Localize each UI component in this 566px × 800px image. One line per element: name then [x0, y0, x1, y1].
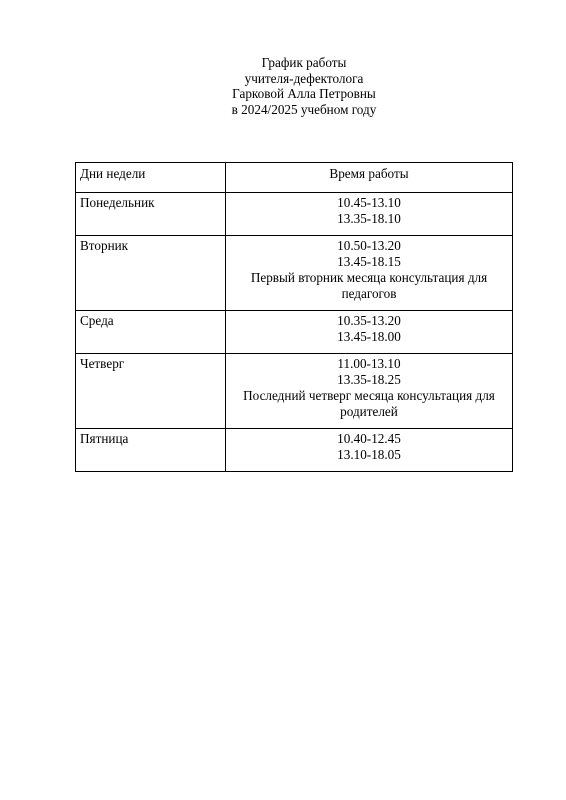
time-line: 11.00-13.10	[337, 356, 401, 371]
schedule-table	[75, 162, 513, 472]
day-cell: Понедельник	[76, 193, 226, 236]
time-line: 13.35-18.25	[337, 372, 401, 387]
title-line-1: График работы	[261, 55, 347, 70]
day-cell: Пятница	[76, 429, 226, 472]
title-line-3: Гарковой Алла Петровны	[232, 86, 376, 101]
note-line: Первый вторник месяца консультация для	[250, 270, 488, 285]
time-cell	[226, 429, 513, 472]
day-cell: Вторник	[76, 236, 226, 311]
table-header-row	[76, 163, 513, 193]
time-line: 10.35-13.20	[337, 313, 401, 328]
table-row	[76, 354, 513, 429]
document-title	[0, 55, 566, 117]
header-days: Дни недели	[76, 163, 226, 193]
time-cell	[226, 311, 513, 354]
note-line: Последний четверг месяца консультация для	[243, 388, 495, 403]
table-row	[76, 193, 513, 236]
time-line: 13.45-18.15	[337, 254, 401, 269]
time-line: 10.40-12.45	[337, 431, 401, 446]
header-work-time: Время работы	[226, 163, 513, 193]
title-line-2: учителя-дефектолога	[244, 70, 364, 86]
time-line: 10.50-13.20	[337, 238, 401, 253]
day-cell: Четверг	[76, 354, 226, 429]
title-line-4: в 2024/2025 учебном году	[231, 101, 377, 117]
time-cell	[226, 354, 513, 429]
time-line: 13.35-18.10	[337, 211, 401, 226]
day-cell: Среда	[76, 311, 226, 354]
time-line: 13.45-18.00	[337, 329, 401, 344]
table-row	[76, 429, 513, 472]
time-line: 10.45-13.10	[337, 195, 401, 210]
time-cell	[226, 193, 513, 236]
note-line: родителей	[340, 404, 398, 419]
time-cell	[226, 236, 513, 311]
table-row	[76, 236, 513, 311]
note-line: педагогов	[341, 286, 397, 301]
table-row	[76, 311, 513, 354]
time-line: 13.10-18.05	[337, 447, 401, 462]
